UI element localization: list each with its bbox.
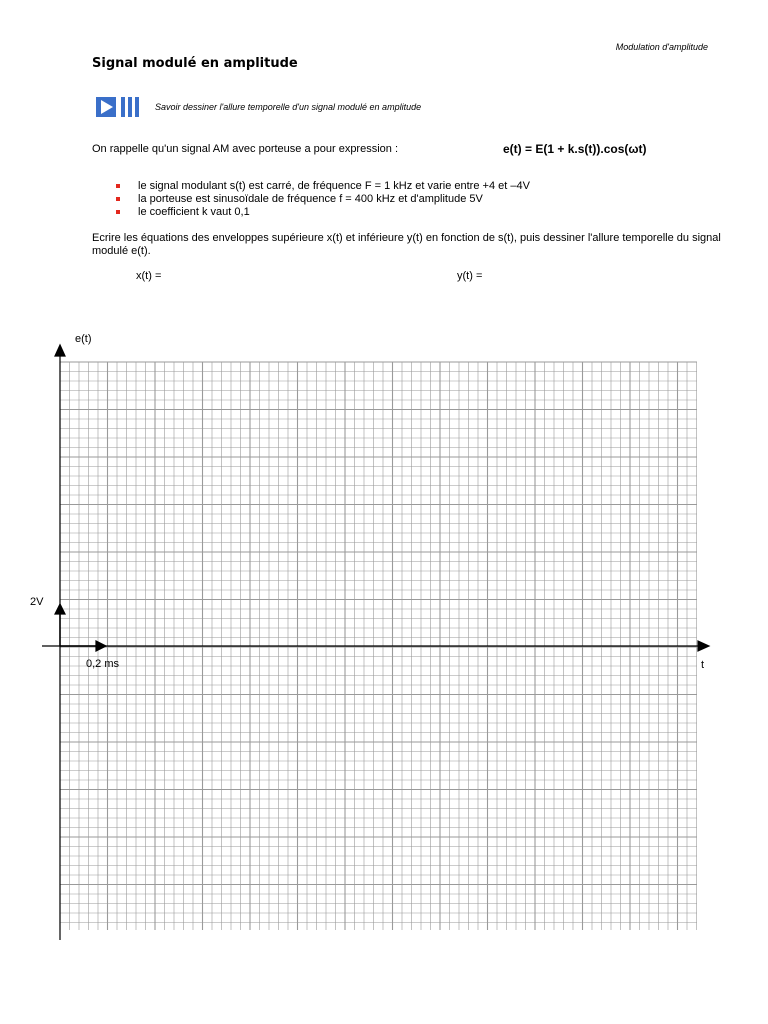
page-title: Signal modulé en amplitude [92,56,298,71]
course-header: Modulation d'amplitude [615,42,708,52]
x-axis-arrow-icon [698,641,709,651]
instruction-text: Ecrire les équations des enveloppes supérieure x(t) et inférieure y(t) en fonction de s(t), puis dessiner l'allure temporelle du signal modulé e(t). [92,232,721,257]
y-axis-arrow-icon [55,345,65,356]
x-axis-label: t [701,659,705,671]
x-scale-label: 0,2 ms [86,658,120,670]
list-item: le signal modulant s(t) est carré, de fréquence F = 1 kHz et varie entre +4 et –4V [116,180,530,193]
x-envelope-label: x(t) = [136,270,162,282]
axes [42,345,709,940]
list-item: le coefficient k vaut 0,1 [116,206,530,219]
objective-text: Savoir dessiner l'allure temporelle d'un signal modulé en amplitude [155,102,422,112]
recall-text: On rappelle qu'un signal AM avec porteuse a pour expression : [92,143,399,155]
y-axis-label: e(t) [75,333,92,345]
x-scale-arrow-icon [96,641,106,651]
am-formula: e(t) = E(1 + k.s(t)).cos(ωt) [503,142,647,156]
y-scale-label: 2V [30,596,44,608]
list-item: la porteuse est sinusoïdale de fréquence f = 400 kHz et d'amplitude 5V [116,193,530,206]
y-envelope-label: y(t) = [457,270,483,282]
